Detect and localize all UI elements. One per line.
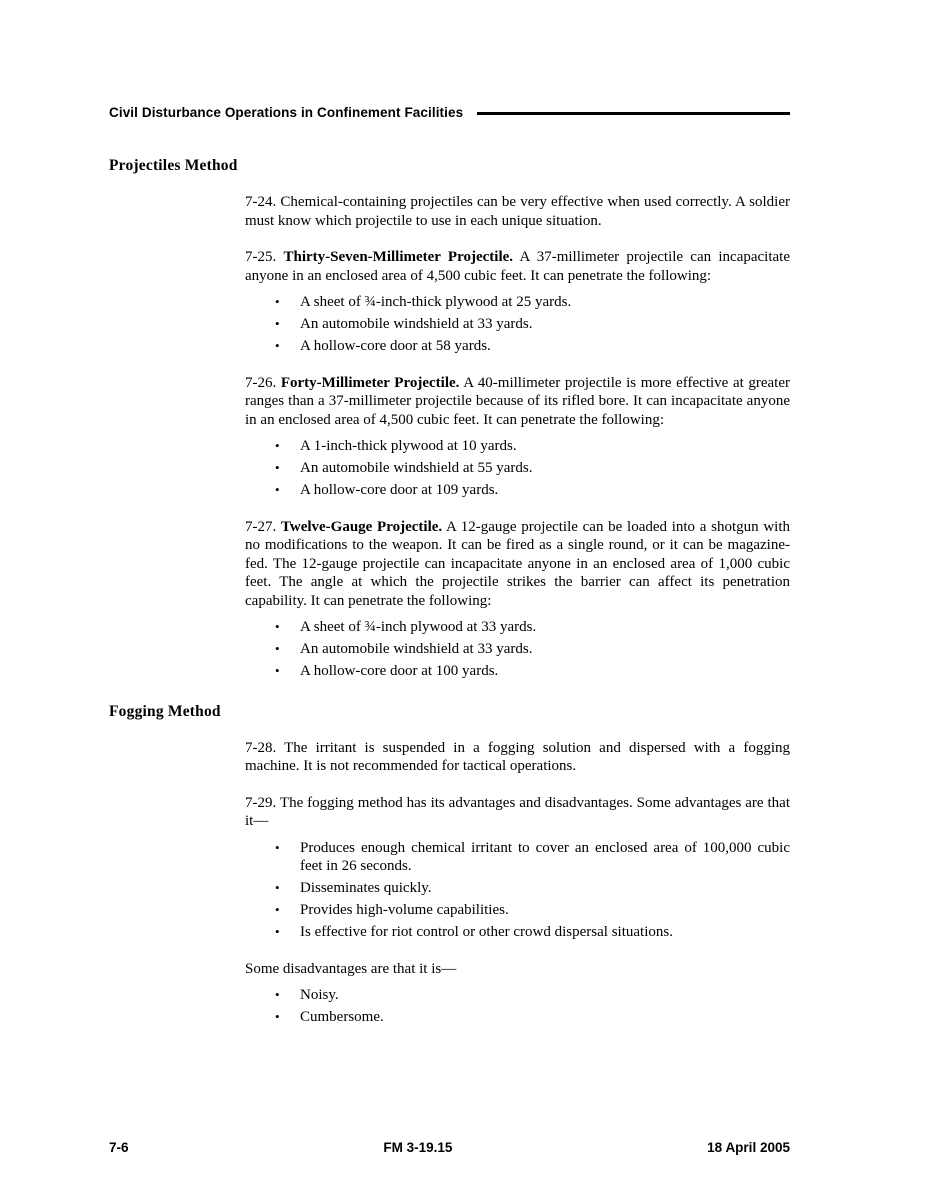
bullet-icon: • [275, 316, 280, 331]
bullet-text: A 1-inch-thick plywood at 10 yards. [300, 438, 517, 454]
paragraph-number: 7-26. [245, 374, 277, 391]
bullet-text: A sheet of ¾-inch-thick plywood at 25 yards. [300, 294, 572, 310]
paragraph-number: 7-29. [245, 794, 277, 811]
bullet-icon: • [275, 438, 280, 453]
page-header [109, 105, 790, 120]
paragraph-number: 7-25. [245, 249, 277, 265]
list-item [275, 901, 790, 920]
bullet-list-7-25 [275, 293, 790, 356]
bullet-text: Is effective for riot control or other crowd dispersal situations. [300, 924, 673, 940]
list-item [275, 459, 790, 478]
bullet-icon: • [275, 880, 280, 895]
paragraph-lead: Twelve-Gauge Projectile. [280, 518, 443, 535]
paragraph-7-29 [245, 794, 790, 831]
paragraph-disadvantages-intro: Some disadvantages are that it is— [245, 960, 457, 977]
list-item [275, 337, 790, 356]
paragraph-number: 7-27. [245, 518, 277, 535]
bullet-icon: • [275, 1009, 280, 1024]
paragraph-7-24 [245, 193, 790, 230]
bullet-icon: • [275, 619, 280, 634]
bullet-icon: • [275, 987, 280, 1002]
list-item [275, 879, 790, 898]
footer-document-id: FM 3-19.15 [383, 1140, 453, 1155]
bullet-text: Noisy. [300, 987, 339, 1003]
paragraph-text: A 12-gauge projectile can be loaded into a shotgun with no modifications to the weapon. It can be fired as a single round, or it can be magazine-fed. The 12-gauge projectile can incapacitate anyone in an enclosed area of 1,000 cubic feet. The angle at which the projectile strikes the barrier can affect its penetration capability. It can penetrate the following: [245, 518, 791, 609]
bullet-text: A sheet of ¾-inch plywood at 33 yards. [300, 619, 537, 635]
bullet-icon: • [275, 482, 280, 497]
list-item [275, 437, 790, 456]
bullet-text: A hollow-core door at 100 yards. [300, 663, 499, 679]
bullet-text: Provides high-volume capabilities. [300, 902, 509, 918]
bullet-text: Cumbersome. [300, 1009, 384, 1025]
bullet-text: An automobile windshield at 33 yards. [300, 316, 533, 332]
bullet-text: An automobile windshield at 55 yards. [300, 460, 533, 476]
paragraph-lead: Forty-Millimeter Projectile. [280, 374, 460, 391]
bullet-list-7-26 [275, 437, 790, 500]
list-item [275, 618, 790, 637]
footer-page-number: 7-6 [109, 1140, 129, 1155]
page-footer [109, 1140, 790, 1155]
paragraph-7-27 [245, 518, 790, 611]
bullet-icon: • [275, 839, 280, 855]
bullet-text: Disseminates quickly. [300, 880, 432, 896]
header-rule [477, 112, 790, 115]
list-item [275, 481, 790, 500]
bullet-icon: • [275, 641, 280, 656]
list-item [275, 640, 790, 659]
bullet-icon: • [275, 338, 280, 353]
header-title: Civil Disturbance Operations in Confinement Facilities [109, 105, 464, 120]
bullet-text: A hollow-core door at 109 yards. [300, 482, 499, 498]
paragraph-text: A 37-millimeter projectile can incapacitate anyone in an enclosed area of 4,500 cubic feet. It can penetrate the following: [245, 249, 790, 284]
paragraph-number: 7-24. [245, 194, 277, 210]
list-item [275, 839, 790, 876]
bullet-text: Produces enough chemical irritant to cover an enclosed area of 100,000 cubic feet in 26 seconds. [300, 839, 790, 874]
paragraph-7-26 [245, 374, 790, 430]
bullet-icon: • [275, 902, 280, 917]
bullet-text: A hollow-core door at 58 yards. [300, 338, 491, 354]
bullet-icon: • [275, 460, 280, 475]
paragraph-lead: Thirty-Seven-Millimeter Projectile. [283, 249, 514, 265]
list-item [275, 293, 790, 312]
bullet-list-advantages [275, 839, 790, 942]
paragraph-number: 7-28. [245, 739, 277, 756]
paragraph-7-28 [245, 739, 790, 776]
bullet-list-7-27 [275, 618, 790, 681]
paragraph-7-25 [245, 248, 790, 285]
paragraph-text: Chemical-containing projectiles can be very effective when used correctly. A soldier must know which projectile to use in each unique situation. [245, 194, 790, 229]
list-item [275, 986, 790, 1005]
bullet-icon: • [275, 663, 280, 678]
footer-date: 18 April 2005 [707, 1140, 790, 1155]
paragraph-text: A 40-millimeter projectile is more effective at greater ranges than a 37-millimeter projectile because of its rifled bore. It can incapacitate anyone in an enclosed area of 4,500 cubic feet. It can penetrate the following: [245, 374, 790, 428]
bullet-icon: • [275, 294, 280, 309]
list-item [275, 923, 790, 942]
section-heading-projectiles: Projectiles Method [109, 157, 238, 174]
list-item [275, 662, 790, 681]
paragraph-text: The fogging method has its advantages and disadvantages. Some advantages are that it— [245, 794, 790, 829]
bullet-text: An automobile windshield at 33 yards. [300, 641, 533, 657]
paragraph-text: The irritant is suspended in a fogging solution and dispersed with a fogging machine. It is not recommended for tactical operations. [245, 739, 790, 774]
bullet-list-disadvantages [275, 986, 790, 1027]
page-content [109, 157, 790, 1030]
bullet-icon: • [275, 924, 280, 939]
list-item [275, 1008, 790, 1027]
section-heading-fogging: Fogging Method [109, 702, 221, 720]
list-item [275, 315, 790, 334]
